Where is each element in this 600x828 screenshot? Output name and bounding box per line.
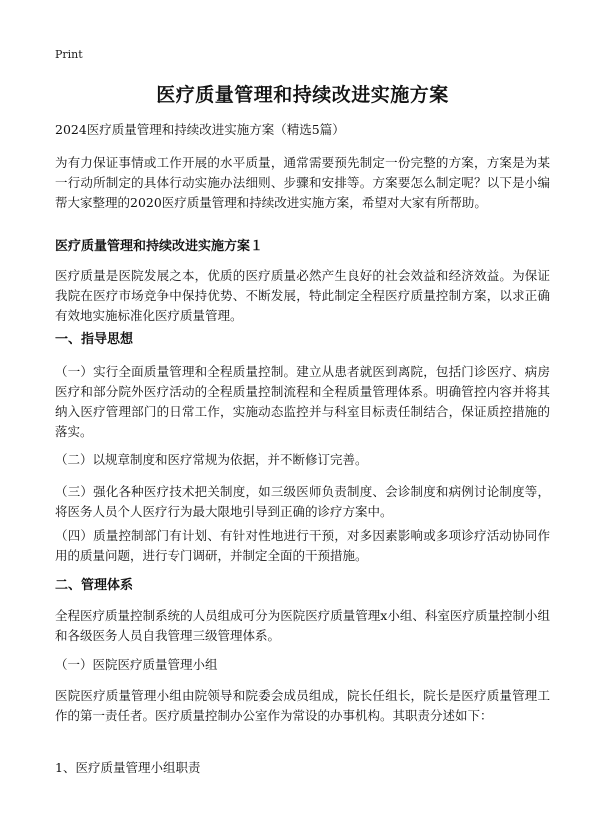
guiding-item-2: （二）以规章制度和医疗常规为依据，并不断修订完善。	[55, 452, 368, 467]
print-label: Print	[55, 48, 83, 61]
management-subheading-1: （一）医院医疗质量管理小组	[55, 657, 218, 672]
page-title: 医疗质量管理和持续改进实施方案	[156, 84, 449, 106]
section1-heading: 医疗质量管理和持续改进实施方案１	[55, 239, 264, 254]
management-subheading-2: 1、医疗质量管理小组职责	[55, 760, 201, 775]
management-paragraph-2: 医院医疗质量管理小组由院领导和院委会成员组成，院长任组长，院长是医疗质量管理工作的第一责任者。医疗质量控制办公室作为常设的办事机构。其职责分述如下：	[55, 688, 550, 723]
management-paragraph: 全程医疗质量控制系统的人员组成可分为医院医疗质量管理x小组、科室医疗质量控制小组和各级医务人员自我管理三级管理体系。	[55, 608, 550, 643]
management-heading: 二、管理体系	[55, 578, 134, 593]
guiding-heading: 一、指导思想	[55, 332, 134, 347]
guiding-item-1: （一）实行全面质量管理和全程质量控制。建立从患者就医到离院，包括门诊医疗、病房医疗和部分院外医疗活动的全程质量控制流程和全程质量管理体系。明确管控内容并将其纳入医疗管理部门的日常工作，实施动态监控并与科室目标责任制结合，保证质控措施的落实。	[55, 364, 550, 439]
intro-paragraph: 为有力保证事情或工作开展的水平质量，通常需要预先制定一份完整的方案，方案是为某一行动所制定的具体行动实施办法细则、步骤和安排等。方案要怎么制定呢？以下是小编帮大家整理的2020医疗质量管理和持续改进实施方案，希望对大家有所帮助。	[55, 155, 550, 210]
guiding-item-4: （四）质量控制部门有计划、有针对性地进行干预，对多因素影响或多项诊疗活动协同作用的质量问题，进行专门调研，并制定全面的干预措施。	[55, 528, 550, 563]
section1-paragraph: 医疗质量是医院发展之本，优质的医疗质量必然产生良好的社会效益和经济效益。为保证我院在医疗市场竞争中保持优势、不断发展，特此制定全程医疗质量控制方案，以求正确有效地实施标准化医疗质量管理。	[55, 268, 550, 323]
guiding-item-3: （三）强化各种医疗技术把关制度，如三级医师负责制度、会诊制度和病例讨论制度等，将医务人员个人医疗行为最大限地引导到正确的诊疗方案中。	[55, 484, 550, 519]
document-subtitle: 2024医疗质量管理和持续改进实施方案（精选5篇）	[55, 122, 345, 137]
